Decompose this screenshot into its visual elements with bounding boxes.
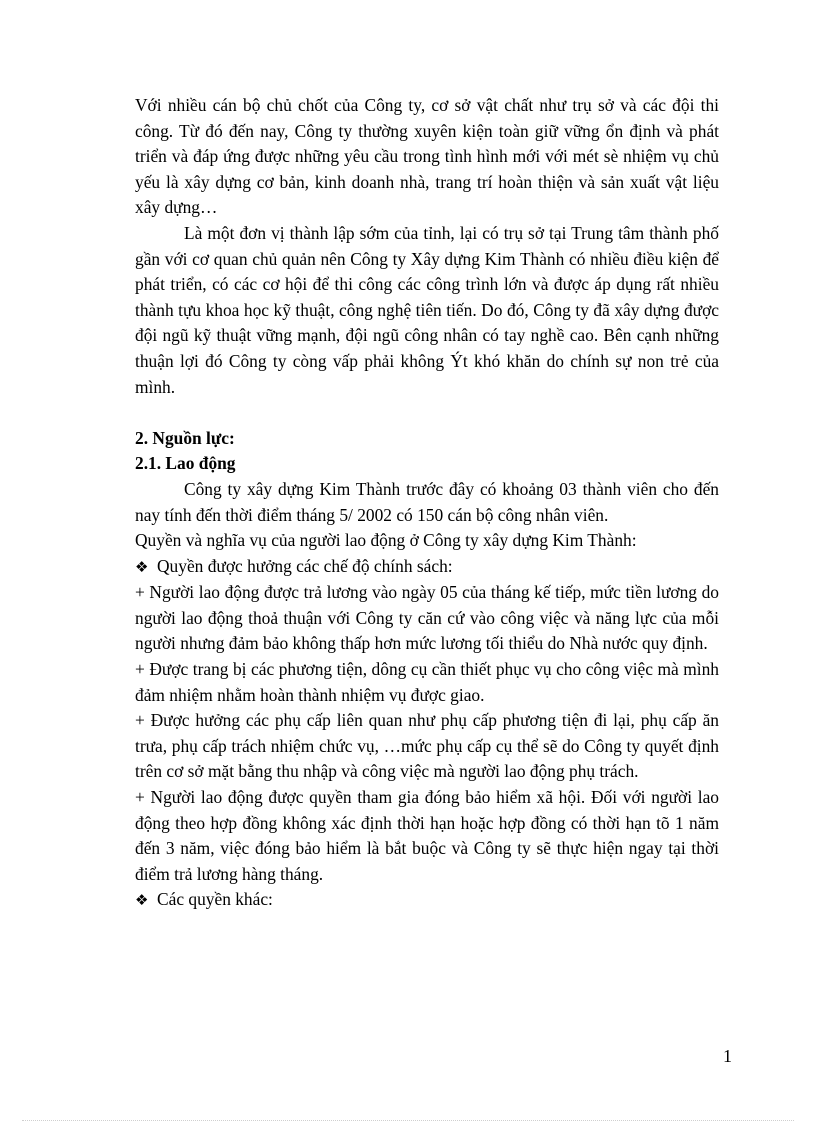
page-body xyxy=(135,93,719,914)
page-bottom-divider xyxy=(22,1120,794,1121)
heading-section-2: 2. Nguồn lực: xyxy=(135,427,235,448)
paragraph-rights-intro: Quyền và nghĩa vụ của người lao động ở Công ty xây dựng Kim Thành: xyxy=(135,530,637,551)
list-item-insurance: + Người lao động được quyền tham gia đóng bảo hiểm xã hội. Đối với người lao động theo hợp đồng không xác định thời hạn hoặc hợp đồng có thời hạn tõ 1 năm đến 3 năm, việc đóng bảo hiểm là bắt buộc và Công ty sẽ thực hiện ngay tại thời điểm trả lương hàng tháng. xyxy=(135,787,719,884)
bullet-policy-rights-text: Quyền được hưởng các chế độ chính sách: xyxy=(157,555,453,576)
list-item-salary: + Người lao động được trả lương vào ngày 05 của tháng kế tiếp, mức tiền lương do người lao động thoả thuận với Công ty căn cứ vào công việc và năng lực của mỗi người nhưng đảm bảo không thấp hơn mức lương tối thiểu do Nhà nước quy định. xyxy=(135,582,719,654)
paragraph-staff-count: Công ty xây dựng Kim Thành trước đây có khoảng 03 thành viên cho đến nay tính đến thời điểm tháng 5/ 2002 có 150 cán bộ công nhân viên. xyxy=(135,478,719,525)
heading-section-2-1: 2.1. Lao động xyxy=(135,453,236,474)
page-number: 1 xyxy=(723,1046,732,1066)
blank-line xyxy=(135,400,719,426)
paragraph-intro-continued: Với nhiều cán bộ chủ chốt của Công ty, cơ sở vật chất như trụ sở và các đội thi công. Từ đó đến nay, Công ty thường xuyên kiện toàn giữ vững ổn định và phát triển và đáp ứng được những yêu cầu trong tình hình mới với mét sè nhiệm vụ chủ yếu là xây dựng cơ bản, kinh doanh nhà, trang trí hoàn thiện và sản xuất vật liệu xây dựng… xyxy=(135,95,719,218)
bullet-other-rights xyxy=(135,887,719,914)
bullet-policy-rights xyxy=(135,554,719,581)
diamond-bullet-icon: ❖ xyxy=(135,891,149,910)
list-item-equipment: + Được trang bị các phương tiện, dông cụ cần thiết phục vụ cho công việc mà mình đảm nhiệm nhằm hoàn thành nhiệm vụ được giao. xyxy=(135,659,719,705)
paragraph-advantages: Là một đơn vị thành lập sớm của tỉnh, lại có trụ sở tại Trung tâm thành phố gần với cơ quan chủ quản nên Công ty Xây dựng Kim Thành có nhiều điều kiện để phát triển, có các cơ hội để thi công các công trình lớn và được áp dụng rất nhiều thành tựu khoa học kỹ thuật, công nghệ tiên tiến. Do đó, Công ty đã xây dựng được đội ngũ kỹ thuật vững mạnh, đội ngũ công nhân có tay nghề cao. Bên cạnh những thuận lợi đó Công ty còng vấp phải không Ýt khó khăn do chính sự non trẻ của mình. xyxy=(135,222,719,397)
bullet-other-rights-text: Các quyền khác: xyxy=(157,889,273,910)
diamond-bullet-icon: ❖ xyxy=(135,557,149,576)
list-item-allowance: + Được hưởng các phụ cấp liên quan như phụ cấp phương tiện đi lại, phụ cấp ăn trưa, phụ cấp trách nhiệm chức vụ, …mức phụ cấp cụ thể sẽ do Công ty quyết định trên cơ sở mặt bằng thu nhập và công việc mà người lao động phụ trách. xyxy=(135,710,719,782)
